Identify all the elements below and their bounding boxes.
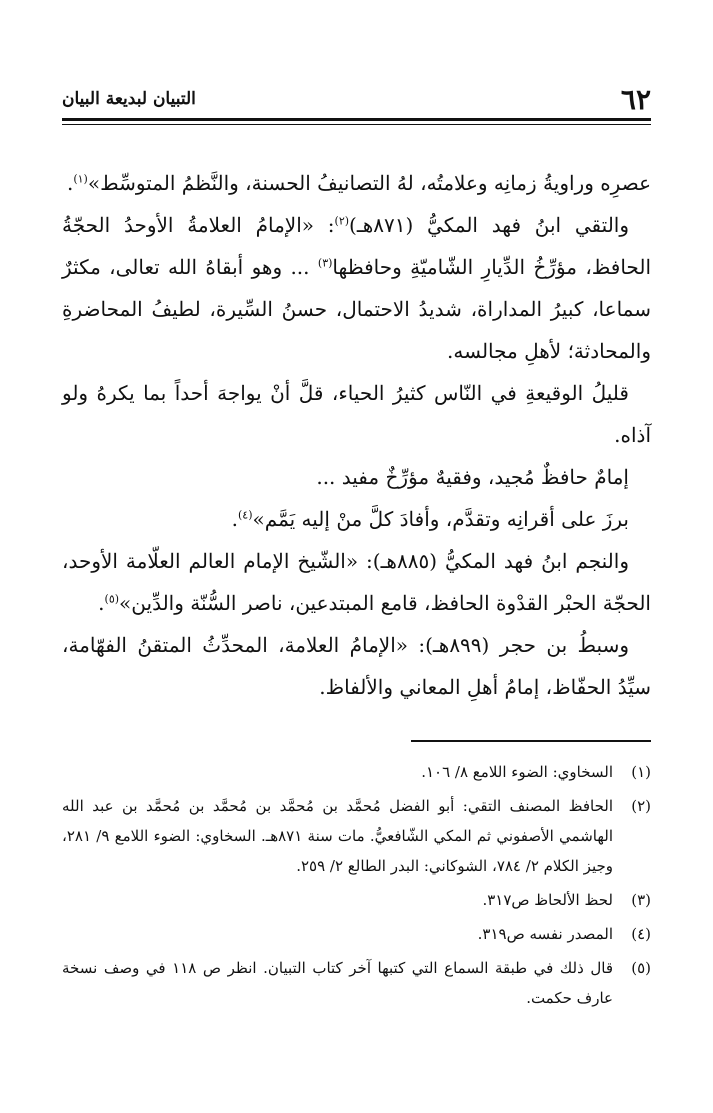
footnote-ref: (١) <box>73 172 88 186</box>
footnote <box>62 953 651 1013</box>
paragraph: والنجم ابنُ فهد المكيُّ (٨٨٥هـ): «الشّيخ الإمام العالم العلّامة الأوحد، الحجّة الحبْر القدْوة الحافظ، قامع المبتدعين، ناصر السُّنّة والدِّين»$^{(٥)}$. <box>62 549 651 615</box>
header-rule-thick <box>62 118 651 121</box>
footnote-number: (٣) <box>631 891 651 909</box>
main-text <box>62 162 651 708</box>
footnote-text: الحافظ المصنف التقي: أبو الفضل مُحمَّد بن مُحمَّد بن مُحمَّد بن مُحمَّد بن عبد الله الهاشمي الأصفوني ثم المكي الشّافعيُّ. مات سنة ٨٧١هـ. السخاوي: الضوء اللامع ٩/ ٢٨١، وجيز الكلام ٢/ ٧٨٤، الشوكاني: البدر الطالع ٢/ ٢٥٩. <box>62 797 614 875</box>
footnote-ref: (٤) <box>238 508 253 522</box>
paragraph: وسبطُ بن حجر (٨٩٩هـ): «الإمامُ العلامة، المحدِّثُ المتقنُ الفهّامة، سيِّدُ الحفّاظ، إمامُ أهلِ المعاني والألفاظ. <box>62 633 651 699</box>
footnote-ref: (٥) <box>104 592 120 606</box>
footnote-number: (٥) <box>631 959 651 977</box>
header-rule-thin <box>62 124 651 125</box>
footnote-text: قال ذلك في طبقة السماع التي كتبها آخر كتاب التبيان. انظر ص ١١٨ في وصف نسخة عارف حكمت. <box>62 959 614 1007</box>
footnote-separator <box>411 740 651 742</box>
footnote-number: (٢) <box>631 797 651 815</box>
page-header <box>62 84 651 114</box>
footnote-text: السخاوي: الضوء اللامع ٨/ ١٠٦. <box>421 763 613 781</box>
paragraph: والتقي ابنُ فهد المكيُّ (٨٧١هـ)$^{(٢)}$: «الإمامُ العلامةُ الأوحدُ الحجّةُ الحافظ، مؤرِّخُ الدِّيارِ الشّاميّةِ وحافظها$^{(٣)}$ ... وهو أبقاهُ الله تعالى، مكثرٌ سماعا، كبيرُ المداراة، شديدُ الاحتمال، حسنُ السِّيرة، لطيفُ المحاضرةِ والمحادثة؛ لأهلِ مجالسه. <box>62 213 651 363</box>
footnote <box>62 791 651 881</box>
footnote-text: لحظ الألحاظ ص٣١٧. <box>482 891 613 909</box>
footnote <box>62 919 651 949</box>
footnote <box>62 757 651 787</box>
footnote-text: المصدر نفسه ص٣١٩. <box>477 925 613 943</box>
footnote-ref: (٢) <box>334 214 350 228</box>
page-number: ٦٢ <box>620 82 651 116</box>
paragraph: برزَ على أقرانِه وتقدَّم، وأفادَ كلَّ منْ إليه يَمَّم»$^{(٤)}$. <box>231 507 629 531</box>
paragraph: قليلُ الوقيعةِ في النّاس كثيرُ الحياء، قلَّ أنْ يواجهَ أحداً بما يكرهُ ولو آذاه. <box>62 381 651 447</box>
paragraph: عصرِه وراويةُ زمانِه وعلامتُه، لهُ التصانيفُ الحسنة، والنَّظمُ المتوسِّط»$^{(١)}$. <box>66 171 651 195</box>
footnote-number: (٤) <box>631 925 651 943</box>
paragraph: إمامٌ حافظٌ مُجيد، وفقيهٌ مؤرِّخٌ مفيد ... <box>316 465 629 489</box>
footnote-ref: (٣) <box>317 256 333 270</box>
footnote <box>62 885 651 915</box>
footnote-number: (١) <box>631 763 651 781</box>
running-title: التبيان لبديعة البيان <box>62 89 196 109</box>
footnotes <box>62 757 651 1013</box>
